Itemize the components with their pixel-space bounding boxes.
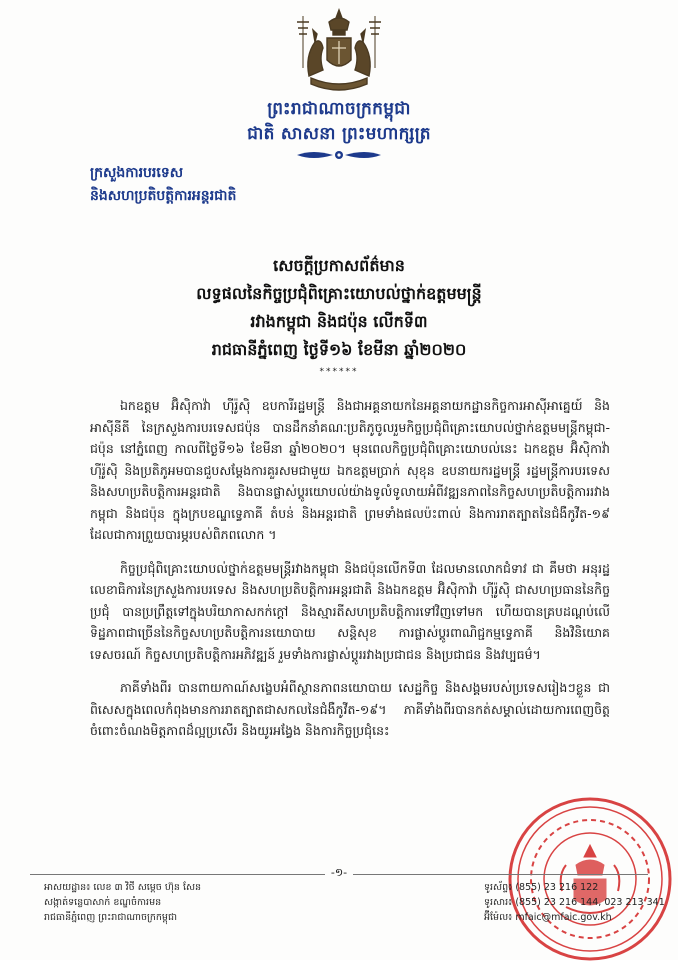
title-separator: ****** — [319, 367, 359, 377]
motto-nation-religion-king: ជាតិ សាសនា ព្រះមហាក្សត្រ — [247, 124, 431, 144]
page-number: -១- — [325, 866, 353, 879]
ministry-name-line2: និងសហប្រតិបត្តិការអន្តរជាតិ — [90, 188, 237, 204]
address-line-3: រាជធានីភ្នំពេញ ព្រះរាជាណាចក្រកម្ពុជា — [44, 912, 177, 923]
body-text — [90, 395, 610, 754]
contact-fax: ទូរសារ៖ (855) 23 216 144, 023 213 341 — [484, 897, 665, 908]
footer-contact — [484, 880, 665, 925]
address-line-1: អាសយដ្ឋាន៖ លេខ ៣ វិថី សម្តេច ហ៊ុន សែន — [44, 882, 202, 893]
motto-kingdom: ព្រះរាជាណាចក្រកម្ពុជា — [267, 99, 411, 119]
royal-coat-of-arms-icon — [289, 8, 389, 96]
title-line-3: រវាងកម្ពុជា និងជប៉ុន លើកទី៣ — [250, 312, 428, 331]
title-line-1: សេចក្តីប្រកាសព័ត៌មាន — [273, 256, 405, 275]
ministry-name-line1: ក្រសួងការបរទេស — [90, 165, 184, 181]
title-line-2: លទ្ធផលនៃកិច្ចប្រជុំពិគ្រោះយោបល់ថ្នាក់ឧត្តមមន្ត្រី — [196, 284, 482, 303]
footer-address — [44, 880, 201, 925]
address-line-2: សង្កាត់ទន្លេបាសាក់ ខណ្ឌចំការមន — [44, 897, 162, 908]
press-release-title — [0, 252, 678, 364]
paragraph-3: ភាគីទាំងពីរ បានពាយកាណ៍សង្ខេបអំពីស្ថានភាពនយោបាយ សេដ្ឋកិច្ច និងសង្គមរបស់ប្រទេសរៀងៗខ្លួន ជាពិសេសក្នុងពេលកំពុងមានការរាតត្បាតជាសកលនៃជំងឺកូវីត-១៩។ ភាគីទាំងពីរបានកត់សម្គាល់ដោយការពេញចិត្តចំពោះចំណងមិត្តភាពដ៏ល្អប្រសើរ និងយូរអង្វែង និងការកិច្ចប្រជុំនេះ — [90, 680, 610, 738]
paragraph-2: កិច្ចប្រជុំពិគ្រោះយោបល់ថ្នាក់ឧត្តមមន្ត្រីរវាងកម្ពុជា និងជប៉ុនលើកទី៣ ដែលមានលោកជំទាវ ជា គឹមថា អនុរដ្ឋលេខាធិការនៃក្រសួងការបរទេស និងសហប្រតិបត្តិការអន្តរជាតិ និងឯកឧត្តម អ៊ិស៊ិកាវ៉ា ហ៊ីរ៉ូស៊ិ ជាសហប្រធាននៃកិច្ចប្រជុំ បានប្រព្រឹត្តទៅក្នុងបរិយាកាសកក់ក្តៅ និងស្មារតីសហប្រតិបត្តិការទៅវិញទៅមក ហើយបានគ្របដណ្តប់លើទិដ្ឋភាពជាច្រើននៃកិច្ចសហប្រតិបត្តិការនយោបាយ សន្តិសុខ ការផ្លាស់ប្តូរពាណិជ្ជកម្មទ្វេភាគី និងវិនិយោគ ទេសចរណ៍ កិច្ចសហប្រតិបត្តិការអភិវឌ្ឍន៍ រួមទាំងការផ្លាស់ប្តូររវាងប្រជាជន និងប្រជាជន និងវប្បធម៌។ — [90, 560, 610, 662]
title-line-4: រាជធានីភ្នំពេញ ថ្ងៃទី១៦ ខែមីនា ឆ្នាំ២០២០ — [211, 340, 467, 359]
contact-phone: ទូរស័ព្ទ៖ (855) 23 216 122 — [484, 882, 599, 893]
contact-email: អ៊ីម៉ែល៖ mfaic@mfaic.gov.kh — [484, 912, 612, 923]
paragraph-1: ឯកឧត្តម អ៊ិស៊ិកាវ៉ា ហ៊ីរ៉ូស៊ិ ឧបការីរដ្ឋមន្ត្រី និងជាអគ្គនាយកនៃអគ្គនាយកដ្ឋានកិច្ចការអាស៊ីអាគ្នេយ៍ និងអាស៊ីនីតី នៃក្រសួងការបរទេសជប៉ុន បានដឹកនាំគណៈប្រតិភូចូលរួមកិច្ចប្រជុំពិគ្រោះយោបល់ថ្នាក់ឧត្តមមន្ត្រីកម្ពុជា-ជប៉ុន នៅភ្នំពេញ កាលពីថ្ងៃទី១៦ ខែមីនា ឆ្នាំ២០២០។ មុនពេលកិច្ចប្រជុំពិគ្រោះយោបល់នេះ ឯកឧត្តម អ៊ិស៊ិកាវ៉ា ហ៊ីរ៉ូស៊ិ និងប្រតិភូអមបានជួបសម្តែងការគួរសមជាមួយ ឯកឧត្តមប្រាក់ សុខុន ឧបនាយករដ្ឋមន្ត្រី រដ្ឋមន្ត្រីការបរទេស និងសហប្រតិបត្តិការអន្តរជាតិ និងបានផ្លាស់ប្តូរយោបល់យ៉ាងទូលំទូលាយអំពីវឌ្ឍនភាពនៃកិច្ចសហប្រតិបត្តិការរវាងកម្ពុជា និងជប៉ុន ក្នុងក្របខណ្ឌទ្វេភាគី តំបន់ និងអន្តរជាតិ ព្រមទាំងផលប៉ះពាល់ និងការរាតត្បាតនៃជំងឺកូវីត-១៩ ដែលជាការព្រួយបារម្ភរបស់ពិភពលោក ។ — [90, 398, 610, 542]
ornament-divider-icon — [293, 148, 385, 162]
